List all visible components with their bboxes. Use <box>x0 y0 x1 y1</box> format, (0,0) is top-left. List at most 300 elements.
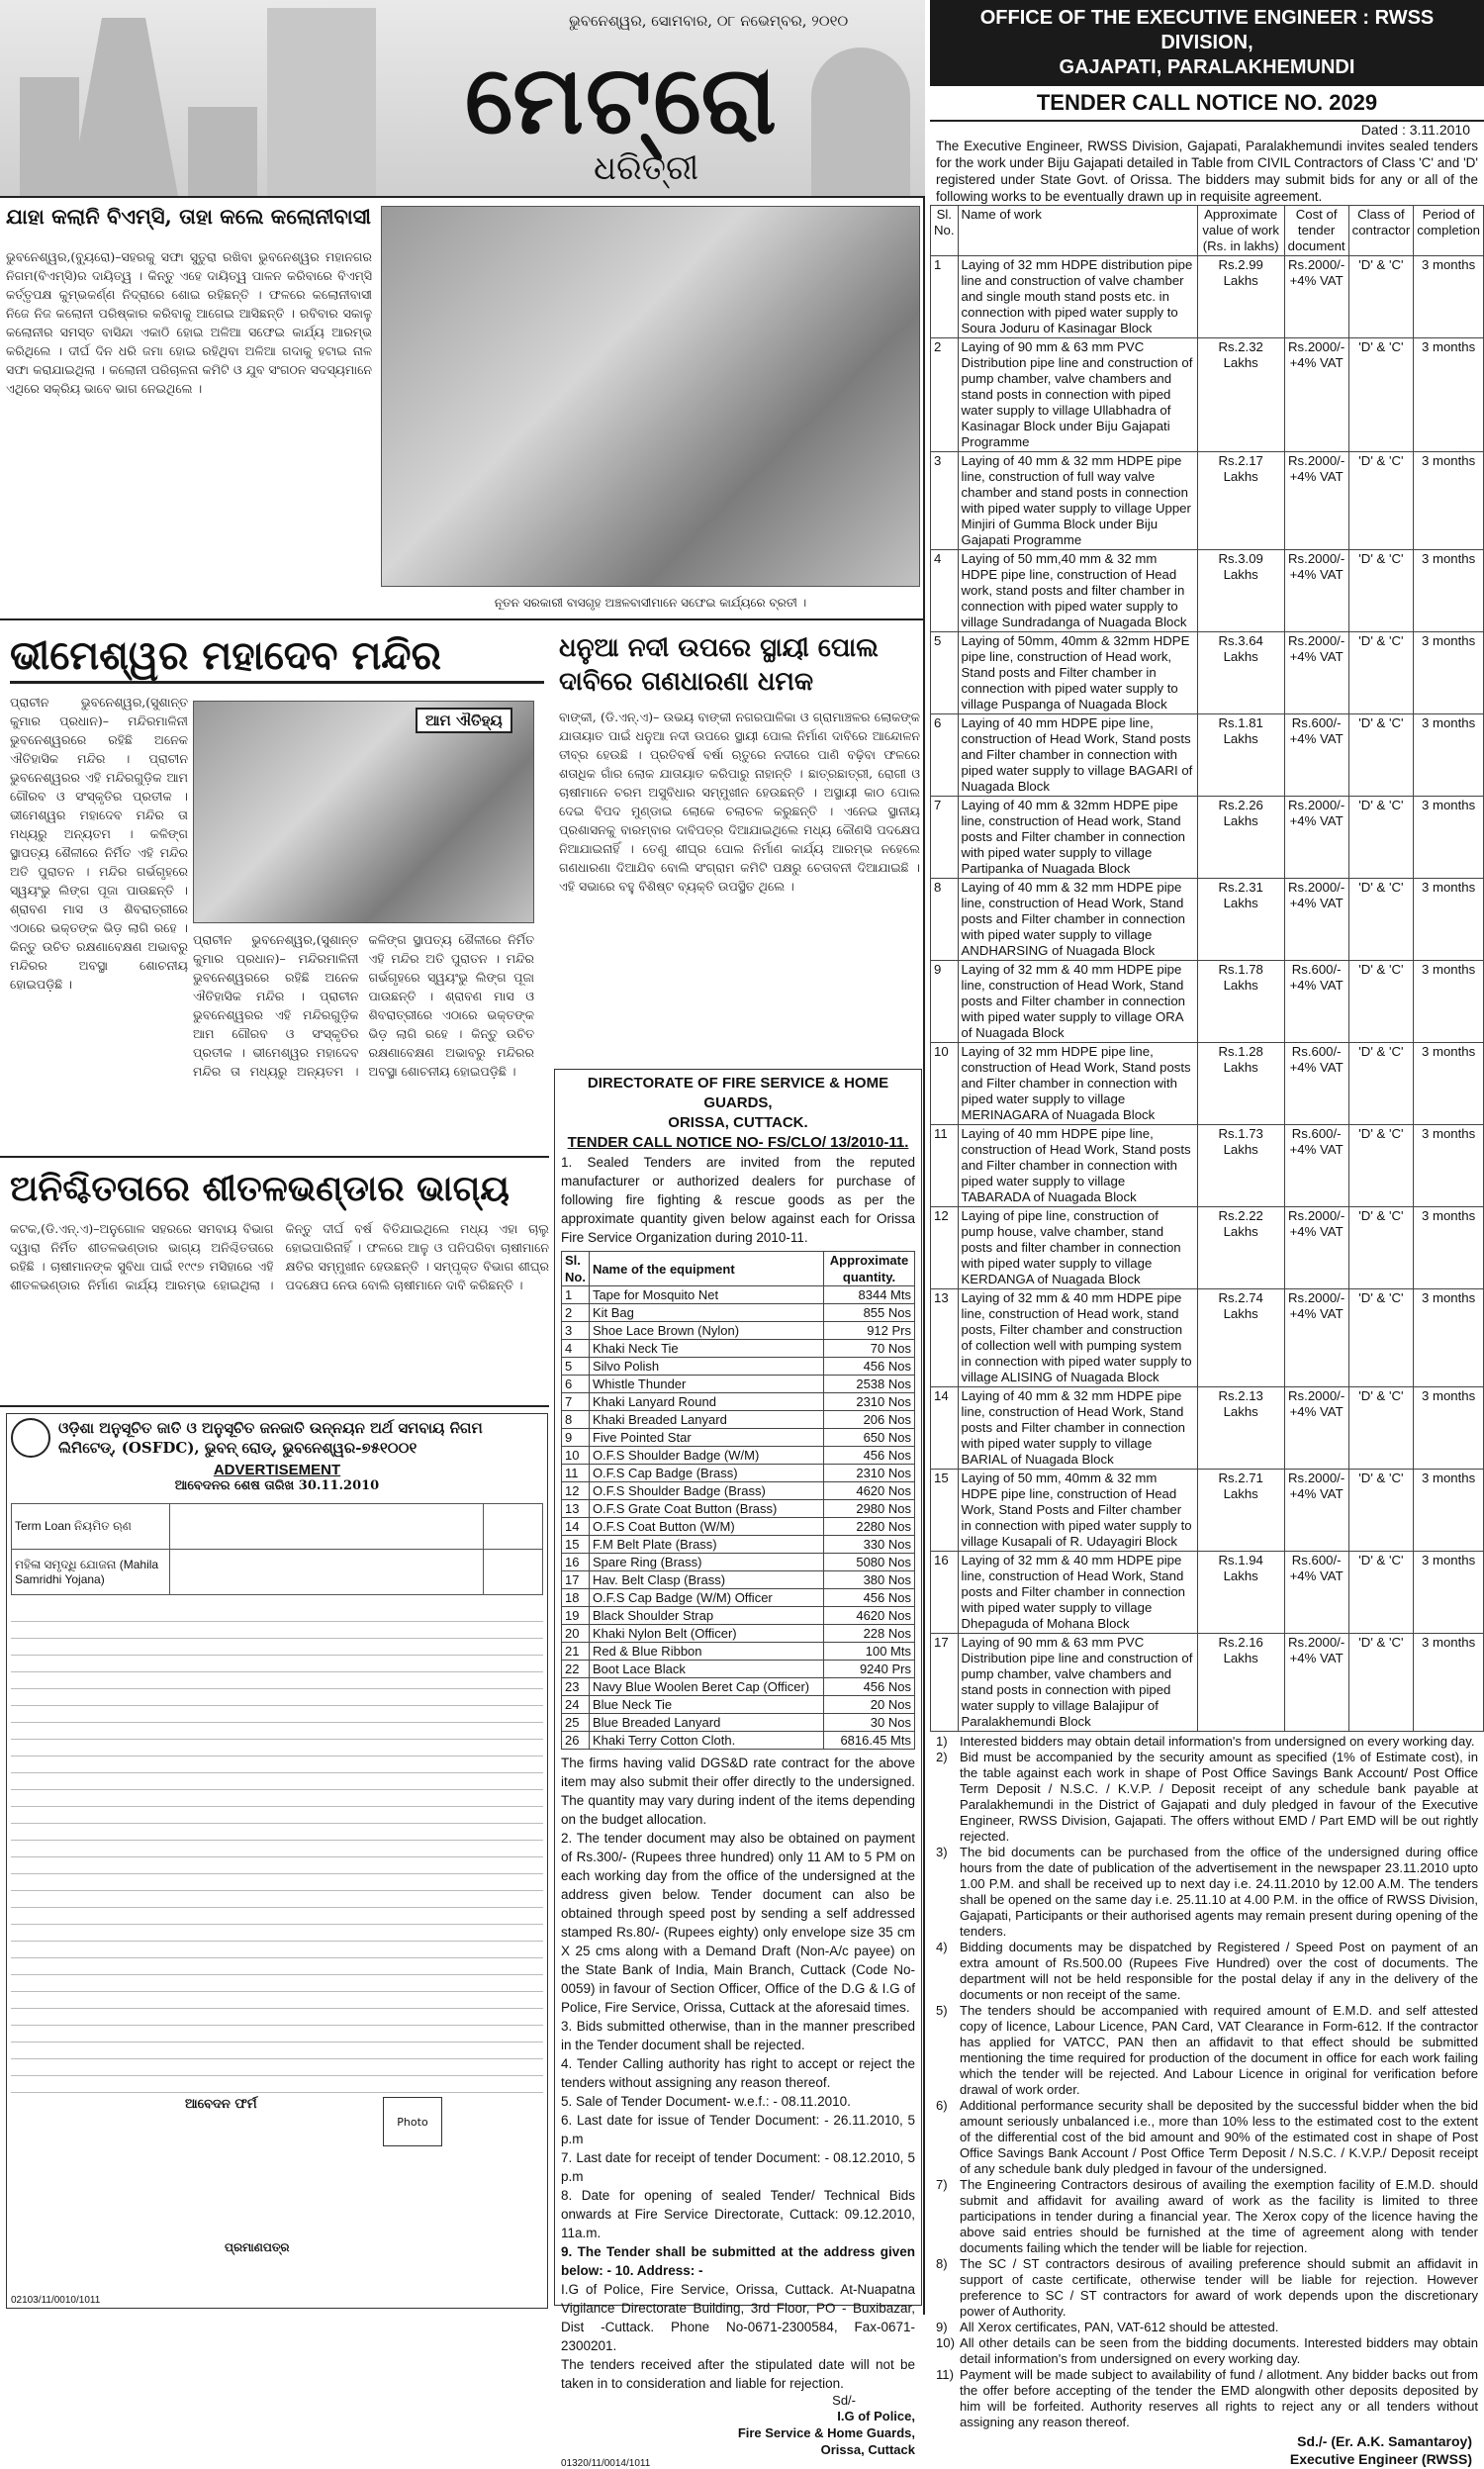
article-headline: ଧନୁଆ ନଦୀ ଉପରେ ସ୍ଥାୟୀ ପୋଲ ଦାବିରେ ଗଣଧାରଣା ଧମକ <box>559 633 879 697</box>
signature-line: Executive Engineer (RWSS) <box>1289 2451 1472 2467</box>
tender-paragraph: 6. Last date for issue of Tender Document: - 26.11.2010, 5 p.m <box>561 2113 915 2146</box>
work-period: 3 months <box>1414 1289 1484 1387</box>
equipment-sl: 13 <box>562 1500 590 1518</box>
equipment-name: Khaki Neck Tie <box>589 1340 823 1358</box>
equipment-qty: 2280 Nos <box>824 1518 915 1536</box>
equipment-sl: 17 <box>562 1571 590 1589</box>
equipment-qty: 30 Nos <box>824 1714 915 1732</box>
work-class: 'D' & 'C' <box>1348 1634 1414 1732</box>
equipment-sl: 16 <box>562 1554 590 1571</box>
table-row <box>562 1607 915 1625</box>
work-period: 3 months <box>1414 879 1484 961</box>
work-class: 'D' & 'C' <box>1348 1387 1414 1470</box>
signature-sd: Sd/- <box>832 2393 856 2408</box>
work-sl: 11 <box>931 1125 959 1207</box>
tender-paragraph: 1. Sealed Tenders are invited from the reputed manufacturer or authorized dealers for purchase of following fire fighting & rescue goods as per the approximate quantity given below against each for Orissa Fire Service Organization during 2010-11. <box>561 1155 915 1245</box>
table-row <box>931 1289 1484 1387</box>
condition-item <box>936 2367 1478 2430</box>
article-body: ବାଙ୍କୀ, (ଡି.ଏନ୍.ଏ)– ଉଭୟ ବାଙ୍କୀ ନଗରପାଳିକା ଓ ଗ୍ରାମାଞ୍ଚଳର ଲୋକଙ୍କ ଯାତାୟାତ ପାଇଁ ଧନୁଆ ନଦୀ ଉପରେ ସ୍ଥାୟୀ ପୋଲ ନିର୍ମାଣ ଦାବିରେ ଆନ୍ଦୋଳନ ତୀବ୍ର ହେଉଛି । ପ୍ରତିବର୍ଷ ବର୍ଷା ଋତୁରେ ନଦୀରେ ପାଣି ବଢ଼ିବା ଫଳରେ ଶତାଧିକ ଗାଁର ଲୋକ ଯାତାୟାତ କରିପାରୁ ନାହାନ୍ତି । ଛାତ୍ରଛାତ୍ରୀ, ରୋଗୀ ଓ ଚାଷୀମାନେ ଚରମ ଅସୁବିଧାର ସମ୍ମୁଖୀନ ହେଉଛନ୍ତି । ଅସ୍ଥାୟୀ କାଠ ପୋଲ ଦେଇ ବିପଦ ମୁଣ୍ଡାଇ ଲୋକେ ଚଲାଚଳ କରୁଛନ୍ତି । ଏନେଇ ସ୍ଥାନୀୟ ପ୍ରଶାସନକୁ ବାରମ୍ବାର ଦାବିପତ୍ର ଦିଆଯାଇଥିଲେ ମଧ୍ୟ କୌଣସି ପଦକ୍ଷେପ ନିଆଯାଇନାହିଁ । ତେଣୁ ଶୀଘ୍ର ପୋଲ ନିର୍ମାଣ କାର୍ଯ୍ୟ ଆରମ୍ଭ ନହେଲେ ଗଣଧାରଣା ଦିଆଯିବ ବୋଲି ସଂଗ୍ରାମ କମିଟି ପକ୍ଷରୁ ଚେତାବନୀ ଦିଆଯାଇଛି । ଏହି ସଭାରେ ବହୁ ବିଶିଷ୍ଟ ବ୍ୟକ୍ତି ଉପସ୍ଥିତ ଥିଲେ । <box>559 710 920 894</box>
work-cost: Rs.2000/- +4% VAT <box>1284 452 1348 550</box>
photo-box: Photo <box>383 2097 442 2146</box>
equipment-name: Khaki Breaded Lanyard <box>589 1411 823 1429</box>
equipment-name: O.F.S Cap Badge (W/M) Officer <box>589 1589 823 1607</box>
work-sl: 9 <box>931 961 959 1043</box>
tender-paragraph: 2. The tender document may also be obtained on payment of Rs.300/- (Rupees three hundred) only 11 AM to 5 PM on each working day from the office of the undersigned at the address given below. Tender document can also be obtained through speed post by sending a self addressed stamped Rs.80/- (Rupees eighty) only envelope size 35 cm X 25 cms along with a Demand Draft (Non-A/c payee) on the State Bank of India, Main Branch, Cuttack (Code No-0059) in favour of Section Officer, Office of the D.G & I.G of Police, Fire Service, Orissa, Cuttack at the aforesaid times. <box>561 1831 915 2015</box>
work-sl: 2 <box>931 338 959 452</box>
equipment-name: O.F.S Shoulder Badge (W/M) <box>589 1447 823 1465</box>
work-value: Rs.2.99 Lakhs <box>1197 256 1284 338</box>
osfdc-title: ଓଡ଼ିଶା ଅନୁସୂଚିତ ଜାତି ଓ ଅନୁସୂଚିତ ଜନଜାତି ଉନ୍ନୟନ ଅର୍ଥ ସମବାୟ ନିଗମ ଲିମିଟେଡ୍, (OSFDC), ଭୁବନ୍ ରୋଡ୍, ଭୁବନେଶ୍ୱର-୭୫୧୦୦୧ <box>58 1419 483 1457</box>
table-row <box>562 1447 915 1465</box>
condition-number: 8) <box>936 2256 948 2271</box>
condition-text: All Xerox certificates, PAN, VAT-612 should be attested. <box>960 2320 1279 2334</box>
equipment-qty: 456 Nos <box>824 1447 915 1465</box>
section-badge: ଆମ ଐତିହ୍ୟ <box>416 708 512 733</box>
article-body: ପ୍ରାଚୀନ ଭୁବନେଶ୍ୱର,(ସୁଶାନ୍ତ କୁମାର ପ୍ରଧାନ)– ମନ୍ଦିରମାଳିନୀ ଭୁବନେଶ୍ୱରରେ ରହିଛି ଅନେକ ଐତିହାସିକ ମନ୍ଦିର । ପ୍ରାଚୀନ ଭୁବନେଶ୍ୱରର ଏହି ମନ୍ଦିରଗୁଡ଼ିକ ଆମ ଗୌରବ ଓ ସଂସ୍କୃତିର ପ୍ରତୀକ । ଭୀମେଶ୍ୱର ମହାଦେବ ମନ୍ଦିର ତା ମଧ୍ୟରୁ ଅନ୍ୟତମ । କଳିଙ୍ଗ ସ୍ଥାପତ୍ୟ ଶୈଳୀରେ ନିର୍ମିତ ଏହି ମନ୍ଦିର ଅତି ପୁରାତନ । ମନ୍ଦିର ଗର୍ଭଗୃହରେ ସ୍ୱୟଂଭୁ ଲିଙ୍ଗ ପୂଜା ପାଉଛନ୍ତି । ଶ୍ରାବଣ ମାସ ଓ ଶିବରାତ୍ରୀରେ ଏଠାରେ ଭକ୍ତଙ୍କ ଭିଡ଼ ଲାଗି ରହେ । କିନ୍ତୁ ଉଚିତ ରକ୍ଷଣାବେକ୍ଷଣ ଅଭାବରୁ ମନ୍ଦିରର ଅବସ୍ଥା ଶୋଚନୀୟ ହୋଇପଡ଼ିଛି । <box>193 932 534 1079</box>
condition-number: 6) <box>936 2098 948 2113</box>
equipment-sl: 21 <box>562 1643 590 1661</box>
condition-text: The bid documents can be purchased from the office of the undersigned during office hours from the date of publication of the advertisement in the newspaper 23.11.2010 upto 1.00 P.M. and shall be received up to next day i.e. 24.11.2010 by 12.00 A.M. The tenders shall be opened on the same day i.e. 25.11.10 at 4.00 P.M. in the office of RWSS Division, Gajapati, Participants or their authorised agents may remain present during opening of the tenders. <box>960 1845 1478 1939</box>
table-row <box>562 1322 915 1340</box>
equipment-name: Spare Ring (Brass) <box>589 1554 823 1571</box>
tender-paragraph: 9. The Tender shall be submitted at the address given below: - 10. Address: - <box>561 2244 915 2278</box>
work-class: 'D' & 'C' <box>1348 632 1414 714</box>
equipment-name: Red & Blue Ribbon <box>589 1643 823 1661</box>
equipment-qty: 228 Nos <box>824 1625 915 1643</box>
equipment-name: Silvo Polish <box>589 1358 823 1376</box>
work-sl: 17 <box>931 1634 959 1732</box>
work-class: 'D' & 'C' <box>1348 338 1414 452</box>
signature-line: Sd./- (Er. A.K. Samantaroy) <box>1297 2433 1472 2449</box>
equipment-name: Khaki Lanyard Round <box>589 1393 823 1411</box>
table-row <box>931 1634 1484 1732</box>
equipment-qty: 912 Prs <box>824 1322 915 1340</box>
work-sl: 5 <box>931 632 959 714</box>
condition-number: 5) <box>936 2003 948 2018</box>
work-name: Laying of 32 mm HDPE pipe line, construction of Head Work, Stand posts and Filter chamber in connection with piped water supply to village MERINAGARA of Nuagada Block <box>958 1043 1197 1125</box>
condition-item <box>936 2177 1478 2256</box>
equipment-qty: 2538 Nos <box>824 1376 915 1393</box>
work-class: 'D' & 'C' <box>1348 1125 1414 1207</box>
scheme-table <box>11 1503 543 1595</box>
work-name: Laying of 50mm, 40mm & 32mm HDPE pipe line, construction of Head work, Stand posts and Filter chamber in connection with piped water supply to village Puspanga of Nuagada Block <box>958 632 1197 714</box>
equipment-name: Whistle Thunder <box>589 1376 823 1393</box>
work-value: Rs.2.26 Lakhs <box>1197 797 1284 879</box>
equipment-sl: 5 <box>562 1358 590 1376</box>
condition-item <box>936 1940 1478 2003</box>
table-row <box>562 1482 915 1500</box>
divider <box>0 1405 549 1407</box>
table-row <box>931 797 1484 879</box>
article-body: ଭୁବନେଶ୍ୱର,(ବ୍ୟୁରୋ)–ସହରକୁ ସଫା ସୁତୁରା ରଖିବା ଭୁବନେଶ୍ୱର ମହାନଗର ନିଗମ(ବିଏମ୍‌ସି)ର ଦାୟିତ୍ୱ । କିନ୍ତୁ ଏହେ ଦାୟିତ୍ୱ ପାଳନ କରିବାରେ ବିଏମ୍‌ସି କର୍ତ୍ତୃପକ୍ଷ କୁମ୍ଭକର୍ଣ୍ଣ ନିଦ୍ରାରେ ଶୋଇ ରହିଛନ୍ତି । ଫଳରେ କଲୋନୀବାସୀ ନିଜେ ନିଜ କଲୋନୀ ପରିଷ୍କାର କରିବାକୁ ଆଗେଇ ଆସିଛନ୍ତି । ରବିବାର ସକାଳୁ କଲୋନୀର ସମସ୍ତ ବାସିନ୍ଦା ଏକାଠି ହୋଇ ଅଳିଆ ସଫେଇ କାର୍ଯ୍ୟ ଆରମ୍ଭ କରିଥିଲେ । ଦୀର୍ଘ ଦିନ ଧରି ଜମା ହୋଇ ରହିଥିବା ଅଳିଆ ଗଦାକୁ ହଟାଇ ନାଳ ସଫା କରାଯାଇଥିଲା । କଲୋନୀ ପରିଚାଳନା କମିଟି ଓ ଯୁବ ସଂଗଠନ ସଦସ୍ୟମାନେ ଏଥିରେ ସକ୍ରିୟ ଭାବେ ଭାଗ ନେଇଥିଲେ । <box>6 249 372 396</box>
table-row <box>931 256 1484 338</box>
work-cost: Rs.600/- +4% VAT <box>1284 1043 1348 1125</box>
equipment-name: Kit Bag <box>589 1304 823 1322</box>
column-header: Approximate quantity. <box>824 1252 915 1286</box>
condition-number: 3) <box>936 1845 948 1859</box>
work-name: Laying of 32 mm & 40 mm HDPE pipe line, construction of Head work, stand posts, Filter chamber and construction of collection well with pumping system in connection with piped water supply to village ALISING of Nuagada Block <box>958 1289 1197 1387</box>
rwss-tender-notice <box>930 0 1484 2467</box>
work-cost: Rs.2000/- +4% VAT <box>1284 1207 1348 1289</box>
work-value: Rs.2.22 Lakhs <box>1197 1207 1284 1289</box>
work-period: 3 months <box>1414 797 1484 879</box>
work-class: 'D' & 'C' <box>1348 714 1414 797</box>
article-headline: ଯାହା କଲାନି ବିଏମ୍‌ସି, ତାହା କଲେ କଲୋନୀବାସୀ <box>6 204 371 229</box>
tender-paragraph: The tenders received after the stipulated date will not be taken in to consideration and liable for rejection. <box>561 2357 915 2391</box>
work-sl: 16 <box>931 1552 959 1634</box>
equipment-qty: 4620 Nos <box>824 1607 915 1625</box>
work-name: Laying of 50 mm,40 mm & 32 mm HDPE pipe line, construction of Head work, stand posts and filter chamber in connection with piped water supply to village Sundradanga of Nuagada Block <box>958 550 1197 632</box>
column-header: Approximate value of work (Rs. in lakhs) <box>1197 206 1284 256</box>
table-row <box>562 1465 915 1482</box>
work-name: Laying of 40 mm & 32 mm HDPE pipe line, construction of full way valve chamber and stand posts in connection with piped water supply to village Upper Minjiri of Gumma Block under Biju Gajapati Programme <box>958 452 1197 550</box>
signature-line: I.G of Police, <box>837 2409 915 2423</box>
table-row <box>931 550 1484 632</box>
work-period: 3 months <box>1414 1634 1484 1732</box>
work-cost: Rs.600/- +4% VAT <box>1284 961 1348 1043</box>
work-name: Laying of pipe line, construction of pump house, valve chamber, stand posts and filter chamber in connection with piped water supply to village KERDANGA of Nuagada Block <box>958 1207 1197 1289</box>
work-name: Laying of 40 mm HDPE pipe line, construction of Head Work, Stand posts and Filter chamber in connection with piped water supply to village BAGARI of Nuagada Block <box>958 714 1197 797</box>
divider <box>0 618 925 620</box>
article-body: କଟକ,(ଡି.ଏନ୍.ଏ)–ଅନୁଗୋଳ ସହରରେ ସମବାୟ ବିଭାଗ ଦ୍ୱାରା ନିର୍ମିତ ଶୀତଳଭଣ୍ଡାର ଭାଗ୍ୟ ଅନିଶ୍ଚିତତାରେ ରହିଛି । ଚାଷୀମାନଙ୍କ ସୁବିଧା ପାଇଁ ୧୯୯୭ ମସିହାରେ ଏହି ଶୀତଳଭଣ୍ଡାର ନିର୍ମାଣ କାର୍ଯ୍ୟ ଆରମ୍ଭ ହୋଇଥିଲା । କିନ୍ତୁ ଦୀର୍ଘ ବର୍ଷ ବିତିଯାଇଥିଲେ ମଧ୍ୟ ଏହା ଚାଲୁ ହୋଇପାରିନାହିଁ । ଫଳରେ ଆଳୁ ଓ ପନିପରିବା ଚାଷୀମାନେ କ୍ଷତିର ସମ୍ମୁଖୀନ ହେଉଛନ୍ତି । ସମ୍ପୃକ୍ତ ବିଭାଗ ଶୀଘ୍ର ପଦକ୍ଷେପ ନେଉ ବୋଲି ଚାଷୀମାନେ ଦାବି କରିଛନ୍ତି । <box>10 1221 549 1292</box>
form-title: ଆବେଦନ ଫର୍ମ <box>185 2097 257 2112</box>
equipment-sl: 23 <box>562 1678 590 1696</box>
work-class: 'D' & 'C' <box>1348 1289 1414 1387</box>
condition-text: Interested bidders may obtain detail information's from undersigned on every working day. <box>960 1734 1475 1749</box>
work-value: Rs.1.78 Lakhs <box>1197 961 1284 1043</box>
equipment-name: F.M Belt Plate (Brass) <box>589 1536 823 1554</box>
work-cost: Rs.2000/- +4% VAT <box>1284 879 1348 961</box>
osfdc-advertisement <box>6 1413 548 2309</box>
work-sl: 12 <box>931 1207 959 1289</box>
article-headline: ଭୀମେଶ୍ୱର ମହାଦେବ ମନ୍ଦିର <box>10 631 544 684</box>
equipment-sl: 4 <box>562 1340 590 1358</box>
equipment-name: O.F.S Grate Coat Button (Brass) <box>589 1500 823 1518</box>
equipment-qty: 8344 Mts <box>824 1286 915 1304</box>
table-row <box>562 1732 915 1750</box>
table-row <box>931 1387 1484 1470</box>
condition-item <box>936 1734 1478 1750</box>
work-cost: Rs.2000/- +4% VAT <box>1284 256 1348 338</box>
work-class: 'D' & 'C' <box>1348 961 1414 1043</box>
condition-text: Bidding documents may be dispatched by Registered / Speed Post on payment of an extra amount of Rs.500.00 (Rupees Five Hundred) over the cost of documents. The department will not be held responsible for the postal delay if any in the delivery of the documents or non receipt of the same. <box>960 1940 1478 2002</box>
table-row <box>562 1340 915 1358</box>
work-name: Laying of 90 mm & 63 mm PVC Distribution pipe line and construction of pump chamber, valve chambers and stand posts in connection with piped water supply to village Balajipur of Paralakhemundi Block <box>958 1634 1197 1732</box>
table-row <box>931 1043 1484 1125</box>
tender-address: I.G of Police, Fire Service, Orissa, Cuttack. At-Nuapatna Vigilance Directorate Building, 3rd Floor, PO - Buxibazar, Dist -Cuttack. Phone No-0671-2300584, Fax-0671-2300201. <box>561 2282 915 2353</box>
equipment-qty: 6816.45 Mts <box>824 1732 915 1750</box>
certificate-title: ପ୍ରମାଣପତ୍ର <box>225 2240 290 2254</box>
equipment-qty: 100 Mts <box>824 1643 915 1661</box>
ad-reference: 02103/11/0010/1011 <box>11 2295 101 2306</box>
masthead <box>0 0 925 198</box>
work-name: Laying of 40 mm & 32 mm HDPE pipe line, construction of Head Work, Stand posts and Filter chamber in connection with piped water supply to village ANDHARSING of Nuagada Block <box>958 879 1197 961</box>
table-row <box>562 1678 915 1696</box>
work-sl: 7 <box>931 797 959 879</box>
table-row <box>562 1393 915 1411</box>
work-name: Laying of 40 mm HDPE pipe line, construction of Head Work, Stand posts and Filter chamber in connection with piped water supply to village TABARADA of Nuagada Block <box>958 1125 1197 1207</box>
temple-illustration <box>20 77 79 196</box>
equipment-qty: 456 Nos <box>824 1678 915 1696</box>
condition-text: All other details can be seen from the bidding documents. Interested bidders may obtain detail information's from undersigned on every working day. <box>960 2335 1478 2366</box>
equipment-name: O.F.S Shoulder Badge (Brass) <box>589 1482 823 1500</box>
work-period: 3 months <box>1414 714 1484 797</box>
equipment-qty: 456 Nos <box>824 1358 915 1376</box>
column-header: Period of completion <box>1414 206 1484 256</box>
equipment-qty: 2310 Nos <box>824 1465 915 1482</box>
tender-paragraph: 8. Date for opening of sealed Tender/ Technical Bids onwards at Fire Service Directorate, Cuttack: 09.12.2010, 11a.m. <box>561 2188 915 2240</box>
equipment-name: Shoe Lace Brown (Nylon) <box>589 1322 823 1340</box>
condition-number: 4) <box>936 1940 948 1954</box>
condition-text: Payment will be made subject to availability of fund / allotment. Any bidder backs out from the offer before accepting of the tender the EMD alongwith other deposits deposited by him will be forfeited. Authority reserves all rights to reject any or all tenders without assigning any reason thereof. <box>960 2367 1478 2429</box>
cleanup-photo <box>381 206 920 587</box>
work-value: Rs.1.81 Lakhs <box>1197 714 1284 797</box>
column-header: Sl. No. <box>562 1252 590 1286</box>
work-period: 3 months <box>1414 961 1484 1043</box>
scheme-cell: Term Loan ନିୟମିତ ଋଣ <box>12 1504 170 1550</box>
equipment-sl: 22 <box>562 1661 590 1678</box>
work-name: Laying of 32 mm & 40 mm HDPE pipe line, construction of Head Work, Stand posts and Filter chamber in connection with piped water supply to village Dhepaguda of Mohana Block <box>958 1552 1197 1634</box>
tender-heading: ORISSA, CUTTACK. <box>668 1114 808 1131</box>
work-sl: 3 <box>931 452 959 550</box>
table-row <box>562 1625 915 1643</box>
equipment-sl: 10 <box>562 1447 590 1465</box>
equipment-sl: 12 <box>562 1482 590 1500</box>
work-name: Laying of 32 mm & 40 mm HDPE pipe line, construction of Head Work, Stand posts and Filter chamber in connection with piped water supply to village ORA of Nuagada Block <box>958 961 1197 1043</box>
equipment-qty: 206 Nos <box>824 1411 915 1429</box>
work-value: Rs.3.09 Lakhs <box>1197 550 1284 632</box>
work-cost: Rs.600/- +4% VAT <box>1284 714 1348 797</box>
equipment-name: Black Shoulder Strap <box>589 1607 823 1625</box>
work-sl: 10 <box>931 1043 959 1125</box>
table-row <box>562 1661 915 1678</box>
condition-text: The Engineering Contractors desirous of availing the exemption facility of E.M.D. should submit and affidavit for availing award of work as the facility is limited to three participations in tender during a financial year. The Xerox copy of the licence having the above said entries should be furnished at the time of agreement along with tender documents failing which the tender will be liable for rejection. <box>960 2177 1478 2255</box>
table-row <box>562 1696 915 1714</box>
work-sl: 4 <box>931 550 959 632</box>
work-value: Rs.1.73 Lakhs <box>1197 1125 1284 1207</box>
work-class: 'D' & 'C' <box>1348 879 1414 961</box>
work-class: 'D' & 'C' <box>1348 1470 1414 1552</box>
tender-notice-number: TENDER CALL NOTICE NO- FS/CLO/ 13/2010-11. <box>567 1134 909 1151</box>
table-row <box>562 1643 915 1661</box>
work-cost: Rs.2000/- +4% VAT <box>1284 1470 1348 1552</box>
equipment-sl: 9 <box>562 1429 590 1447</box>
work-cost: Rs.2000/- +4% VAT <box>1284 797 1348 879</box>
table-row <box>562 1376 915 1393</box>
work-sl: 8 <box>931 879 959 961</box>
column-header: Cost of tender document <box>1284 206 1348 256</box>
equipment-name: Boot Lace Black <box>589 1661 823 1678</box>
tender-heading: DIRECTORATE OF FIRE SERVICE & HOME GUARDS, <box>587 1075 889 1111</box>
signature-line: Orissa, Cuttack <box>820 2442 915 2457</box>
work-period: 3 months <box>1414 1552 1484 1634</box>
equipment-sl: 3 <box>562 1322 590 1340</box>
table-row <box>562 1536 915 1554</box>
condition-number: 1) <box>936 1734 948 1749</box>
work-cost: Rs.2000/- +4% VAT <box>1284 1634 1348 1732</box>
equipment-sl: 20 <box>562 1625 590 1643</box>
equipment-qty: 650 Nos <box>824 1429 915 1447</box>
work-period: 3 months <box>1414 256 1484 338</box>
equipment-sl: 8 <box>562 1411 590 1429</box>
table-row <box>931 1125 1484 1207</box>
work-value: Rs.2.17 Lakhs <box>1197 452 1284 550</box>
work-class: 'D' & 'C' <box>1348 1043 1414 1125</box>
work-value: Rs.1.28 Lakhs <box>1197 1043 1284 1125</box>
equipment-sl: 6 <box>562 1376 590 1393</box>
table-row <box>562 1411 915 1429</box>
equipment-qty: 855 Nos <box>824 1304 915 1322</box>
article-headline: ଅନିଶ୍ଚିତତାରେ ଶୀତଳଭଣ୍ଡାର ଭାଗ୍ୟ <box>10 1168 510 1209</box>
equipment-sl: 19 <box>562 1607 590 1625</box>
equipment-sl: 25 <box>562 1714 590 1732</box>
table-row <box>562 1429 915 1447</box>
work-period: 3 months <box>1414 338 1484 452</box>
condition-number: 10) <box>936 2335 955 2350</box>
condition-item <box>936 2256 1478 2320</box>
work-period: 3 months <box>1414 452 1484 550</box>
masthead-date: ଭୁବନେଶ୍ୱର, ସୋମବାର, ୦୮ ନଭେମ୍ବର, ୨୦୧୦ <box>569 12 849 30</box>
work-class: 'D' & 'C' <box>1348 1207 1414 1289</box>
equipment-name: Five Pointed Star <box>589 1429 823 1447</box>
dome-illustration <box>811 47 910 196</box>
condition-text: The tenders should be accompanied with required amount of E.M.D. and self attested copy of licence, Labour Licence, PAN Card, VAT Clearance in Form-612. If the contractor has applied for VATCC, PAN then an affidavit to that effect should be submitted mentioning the time required for production of the document in office for each work failing which the tender will be rejected. And Labour Licence in original for verification before drawal of work order. <box>960 2003 1478 2097</box>
work-class: 'D' & 'C' <box>1348 452 1414 550</box>
work-sl: 14 <box>931 1387 959 1470</box>
table-row <box>562 1286 915 1304</box>
equipment-name: Hav. Belt Clasp (Brass) <box>589 1571 823 1589</box>
deadline: ଆବେଦନର ଶେଷ ତାରିଖ 30.11.2010 <box>174 1478 380 1493</box>
tender-conditions <box>930 1732 1484 2432</box>
equipment-name: Navy Blue Woolen Beret Cap (Officer) <box>589 1678 823 1696</box>
equipment-qty: 9240 Prs <box>824 1661 915 1678</box>
tender-paragraph: 7. Last date for receipt of tender Document: - 08.12.2010, 5 p.m <box>561 2150 915 2184</box>
equipment-qty: 380 Nos <box>824 1571 915 1589</box>
column-header: Name of the equipment <box>589 1252 823 1286</box>
condition-number: 2) <box>936 1750 948 1764</box>
work-value: Rs.3.64 Lakhs <box>1197 632 1284 714</box>
equipment-name: Khaki Terry Cotton Cloth. <box>589 1732 823 1750</box>
equipment-qty: 20 Nos <box>824 1696 915 1714</box>
work-value: Rs.2.32 Lakhs <box>1197 338 1284 452</box>
table-row <box>562 1554 915 1571</box>
tender-paragraph: 3. Bids submitted otherwise, than in the manner prescribed in the Tender document shall be rejected. <box>561 2019 915 2052</box>
equipment-qty: 456 Nos <box>824 1589 915 1607</box>
work-period: 3 months <box>1414 1470 1484 1552</box>
work-class: 'D' & 'C' <box>1348 797 1414 879</box>
equipment-qty: 70 Nos <box>824 1340 915 1358</box>
equipment-sl: 2 <box>562 1304 590 1322</box>
article-body: ପ୍ରାଚୀନ ଭୁବନେଶ୍ୱର,(ସୁଶାନ୍ତ କୁମାର ପ୍ରଧାନ)– ମନ୍ଦିରମାଳିନୀ ଭୁବନେଶ୍ୱରରେ ରହିଛି ଅନେକ ଐତିହାସିକ ମନ୍ଦିର । ପ୍ରାଚୀନ ଭୁବନେଶ୍ୱରର ଏହି ମନ୍ଦିରଗୁଡ଼ିକ ଆମ ଗୌରବ ଓ ସଂସ୍କୃତିର ପ୍ରତୀକ । ଭୀମେଶ୍ୱର ମହାଦେବ ମନ୍ଦିର ତା ମଧ୍ୟରୁ ଅନ୍ୟତମ । କଳିଙ୍ଗ ସ୍ଥାପତ୍ୟ ଶୈଳୀରେ ନିର୍ମିତ ଏହି ମନ୍ଦିର ଅତି ପୁରାତନ । ମନ୍ଦିର ଗର୍ଭଗୃହରେ ସ୍ୱୟଂଭୁ ଲିଙ୍ଗ ପୂଜା ପାଉଛନ୍ତି । ଶ୍ରାବଣ ମାସ ଓ ଶିବରାତ୍ରୀରେ ଏଠାରେ ଭକ୍ତଙ୍କ ଭିଡ଼ ଲାଗି ରହେ । କିନ୍ତୁ ଉଚିତ ରକ୍ଷଣାବେକ୍ଷଣ ଅଭାବରୁ ମନ୍ଦିରର ଅବସ୍ଥା ଶୋଚନୀୟ ହୋଇପଡ଼ିଛି । <box>10 695 188 992</box>
odia-text-block <box>11 1605 543 2100</box>
condition-text: Additional performance security shall be deposited by the successful bidder when the bid amount seriously unbalanced i.e., more than 10% less to the estimated cost to the extent of the differential cost of the bid amount and 90% of the estimated cost in shape of Post Office Savings Bank Account / Post Office Term Deposit / N.S.C. / K.V.P./ Deposit receipt of any schedule bank duly pledged in favour of the undersigned. <box>960 2098 1478 2176</box>
table-row <box>931 632 1484 714</box>
work-class: 'D' & 'C' <box>1348 550 1414 632</box>
work-value: Rs.2.31 Lakhs <box>1197 879 1284 961</box>
table-row <box>562 1571 915 1589</box>
work-value: Rs.2.74 Lakhs <box>1197 1289 1284 1387</box>
column-header: Class of contractor <box>1348 206 1414 256</box>
equipment-name: Blue Neck Tie <box>589 1696 823 1714</box>
work-class: 'D' & 'C' <box>1348 1552 1414 1634</box>
equipment-sl: 7 <box>562 1393 590 1411</box>
equipment-qty: 2980 Nos <box>824 1500 915 1518</box>
emblem-icon <box>11 1418 50 1458</box>
condition-text: Bid must be accompanied by the security amount as specified (1% of Estimate cost), in the table against each work in shape of Post Office Savings Bank Account/ Post Office Term Deposit / N.S.C. / K.V.P. / Deposit receipt of any schedule bank payable at Paralakhemundi in the District of Gajapati and duly pledged in favour of the Executive Engineer, RWSS Division, Gajapati. The offers without EMD / Part EMD will be out rightly rejected. <box>960 1750 1478 1844</box>
table-row <box>562 1358 915 1376</box>
building-illustration <box>267 8 376 196</box>
table-row <box>931 961 1484 1043</box>
tender-intro: The Executive Engineer, RWSS Division, Gajapati, Paralakhemundi invites sealed tenders for the work under Biju Gajapati detailed in Table from CIVIL Contractors of Class 'C' and 'D' registered under State Govt. of Orissa. The bidders may submit bids for any or all of the following works to be eventually drawn up in requisite agreement. <box>936 139 1478 204</box>
tender-date: Dated : 3.11.2010 <box>1360 122 1470 138</box>
temple-photo <box>193 701 534 923</box>
tender-notice-number: TENDER CALL NOTICE NO. 2029 <box>930 86 1484 122</box>
work-value: Rs.2.13 Lakhs <box>1197 1387 1284 1470</box>
work-cost: Rs.2000/- +4% VAT <box>1284 1387 1348 1470</box>
work-cost: Rs.600/- +4% VAT <box>1284 1552 1348 1634</box>
table-row <box>931 1552 1484 1634</box>
equipment-sl: 18 <box>562 1589 590 1607</box>
works-table <box>930 205 1484 1732</box>
work-value: Rs.1.94 Lakhs <box>1197 1552 1284 1634</box>
table-row <box>562 1304 915 1322</box>
signature-line: Fire Service & Home Guards, <box>737 2425 915 2440</box>
equipment-qty: 4620 Nos <box>824 1482 915 1500</box>
work-period: 3 months <box>1414 1387 1484 1470</box>
tender-paragraph: 4. Tender Calling authority has right to accept or reject the tenders without assigning any reason thereof. <box>561 2056 915 2090</box>
equipment-sl: 15 <box>562 1536 590 1554</box>
table-row <box>931 1207 1484 1289</box>
table-row <box>931 879 1484 961</box>
equipment-table <box>561 1251 915 1750</box>
work-value: Rs.2.71 Lakhs <box>1197 1470 1284 1552</box>
work-name: Laying of 40 mm & 32 mm HDPE pipe line, construction of Head Work, Stand posts and Filter chamber in connection with piped water supply to village BARIAL of Nuagada Block <box>958 1387 1197 1470</box>
equipment-name: Khaki Nylon Belt (Officer) <box>589 1625 823 1643</box>
temple-illustration <box>188 107 257 196</box>
masthead-subtitle: ଧରିତ୍ରୀ <box>594 148 699 188</box>
equipment-sl: 11 <box>562 1465 590 1482</box>
office-heading-line: OFFICE OF THE EXECUTIVE ENGINEER : RWSS DIVISION, <box>979 7 1435 53</box>
condition-item <box>936 2320 1478 2335</box>
equipment-name: O.F.S Cap Badge (Brass) <box>589 1465 823 1482</box>
table-row <box>931 338 1484 452</box>
office-heading-line: GAJAPATI, PARALAKHEMUNDI <box>1059 56 1355 78</box>
work-cost: Rs.600/- +4% VAT <box>1284 1125 1348 1207</box>
table-row <box>931 714 1484 797</box>
equipment-sl: 14 <box>562 1518 590 1536</box>
condition-number: 7) <box>936 2177 948 2192</box>
fire-service-tender <box>554 1069 922 2469</box>
work-class: 'D' & 'C' <box>1348 256 1414 338</box>
table-row <box>562 1589 915 1607</box>
equipment-sl: 24 <box>562 1696 590 1714</box>
divider <box>0 1156 549 1158</box>
ad-reference: 01320/11/0014/1011 <box>561 2458 651 2469</box>
work-sl: 13 <box>931 1289 959 1387</box>
work-name: Laying of 90 mm & 63 mm PVC Distribution pipe line and construction of pump chamber, valve chambers and stand posts in connection with piped water supply to village Ullabhadra of Kasinagar Block under Biju Gajapati Programme <box>958 338 1197 452</box>
work-cost: Rs.2000/- +4% VAT <box>1284 550 1348 632</box>
table-row <box>562 1500 915 1518</box>
equipment-name: O.F.S Coat Button (W/M) <box>589 1518 823 1536</box>
condition-number: 9) <box>936 2320 948 2334</box>
photo-caption: ନୂତନ ସରକାରୀ ବାସଗୃହ ଅଞ୍ଚଳବାସୀମାନେ ସଫେଇ କାର୍ଯ୍ୟରେ ବ୍ରତୀ । <box>494 596 807 610</box>
equipment-sl: 1 <box>562 1286 590 1304</box>
work-period: 3 months <box>1414 1043 1484 1125</box>
column-header: Sl. No. <box>931 206 959 256</box>
work-sl: 1 <box>931 256 959 338</box>
scheme-cell: ମହିଳା ସମୃଦ୍ଧି ଯୋଜନା (Mahila Samridhi Yojana) <box>12 1550 170 1595</box>
equipment-name: Tape for Mosquito Net <box>589 1286 823 1304</box>
